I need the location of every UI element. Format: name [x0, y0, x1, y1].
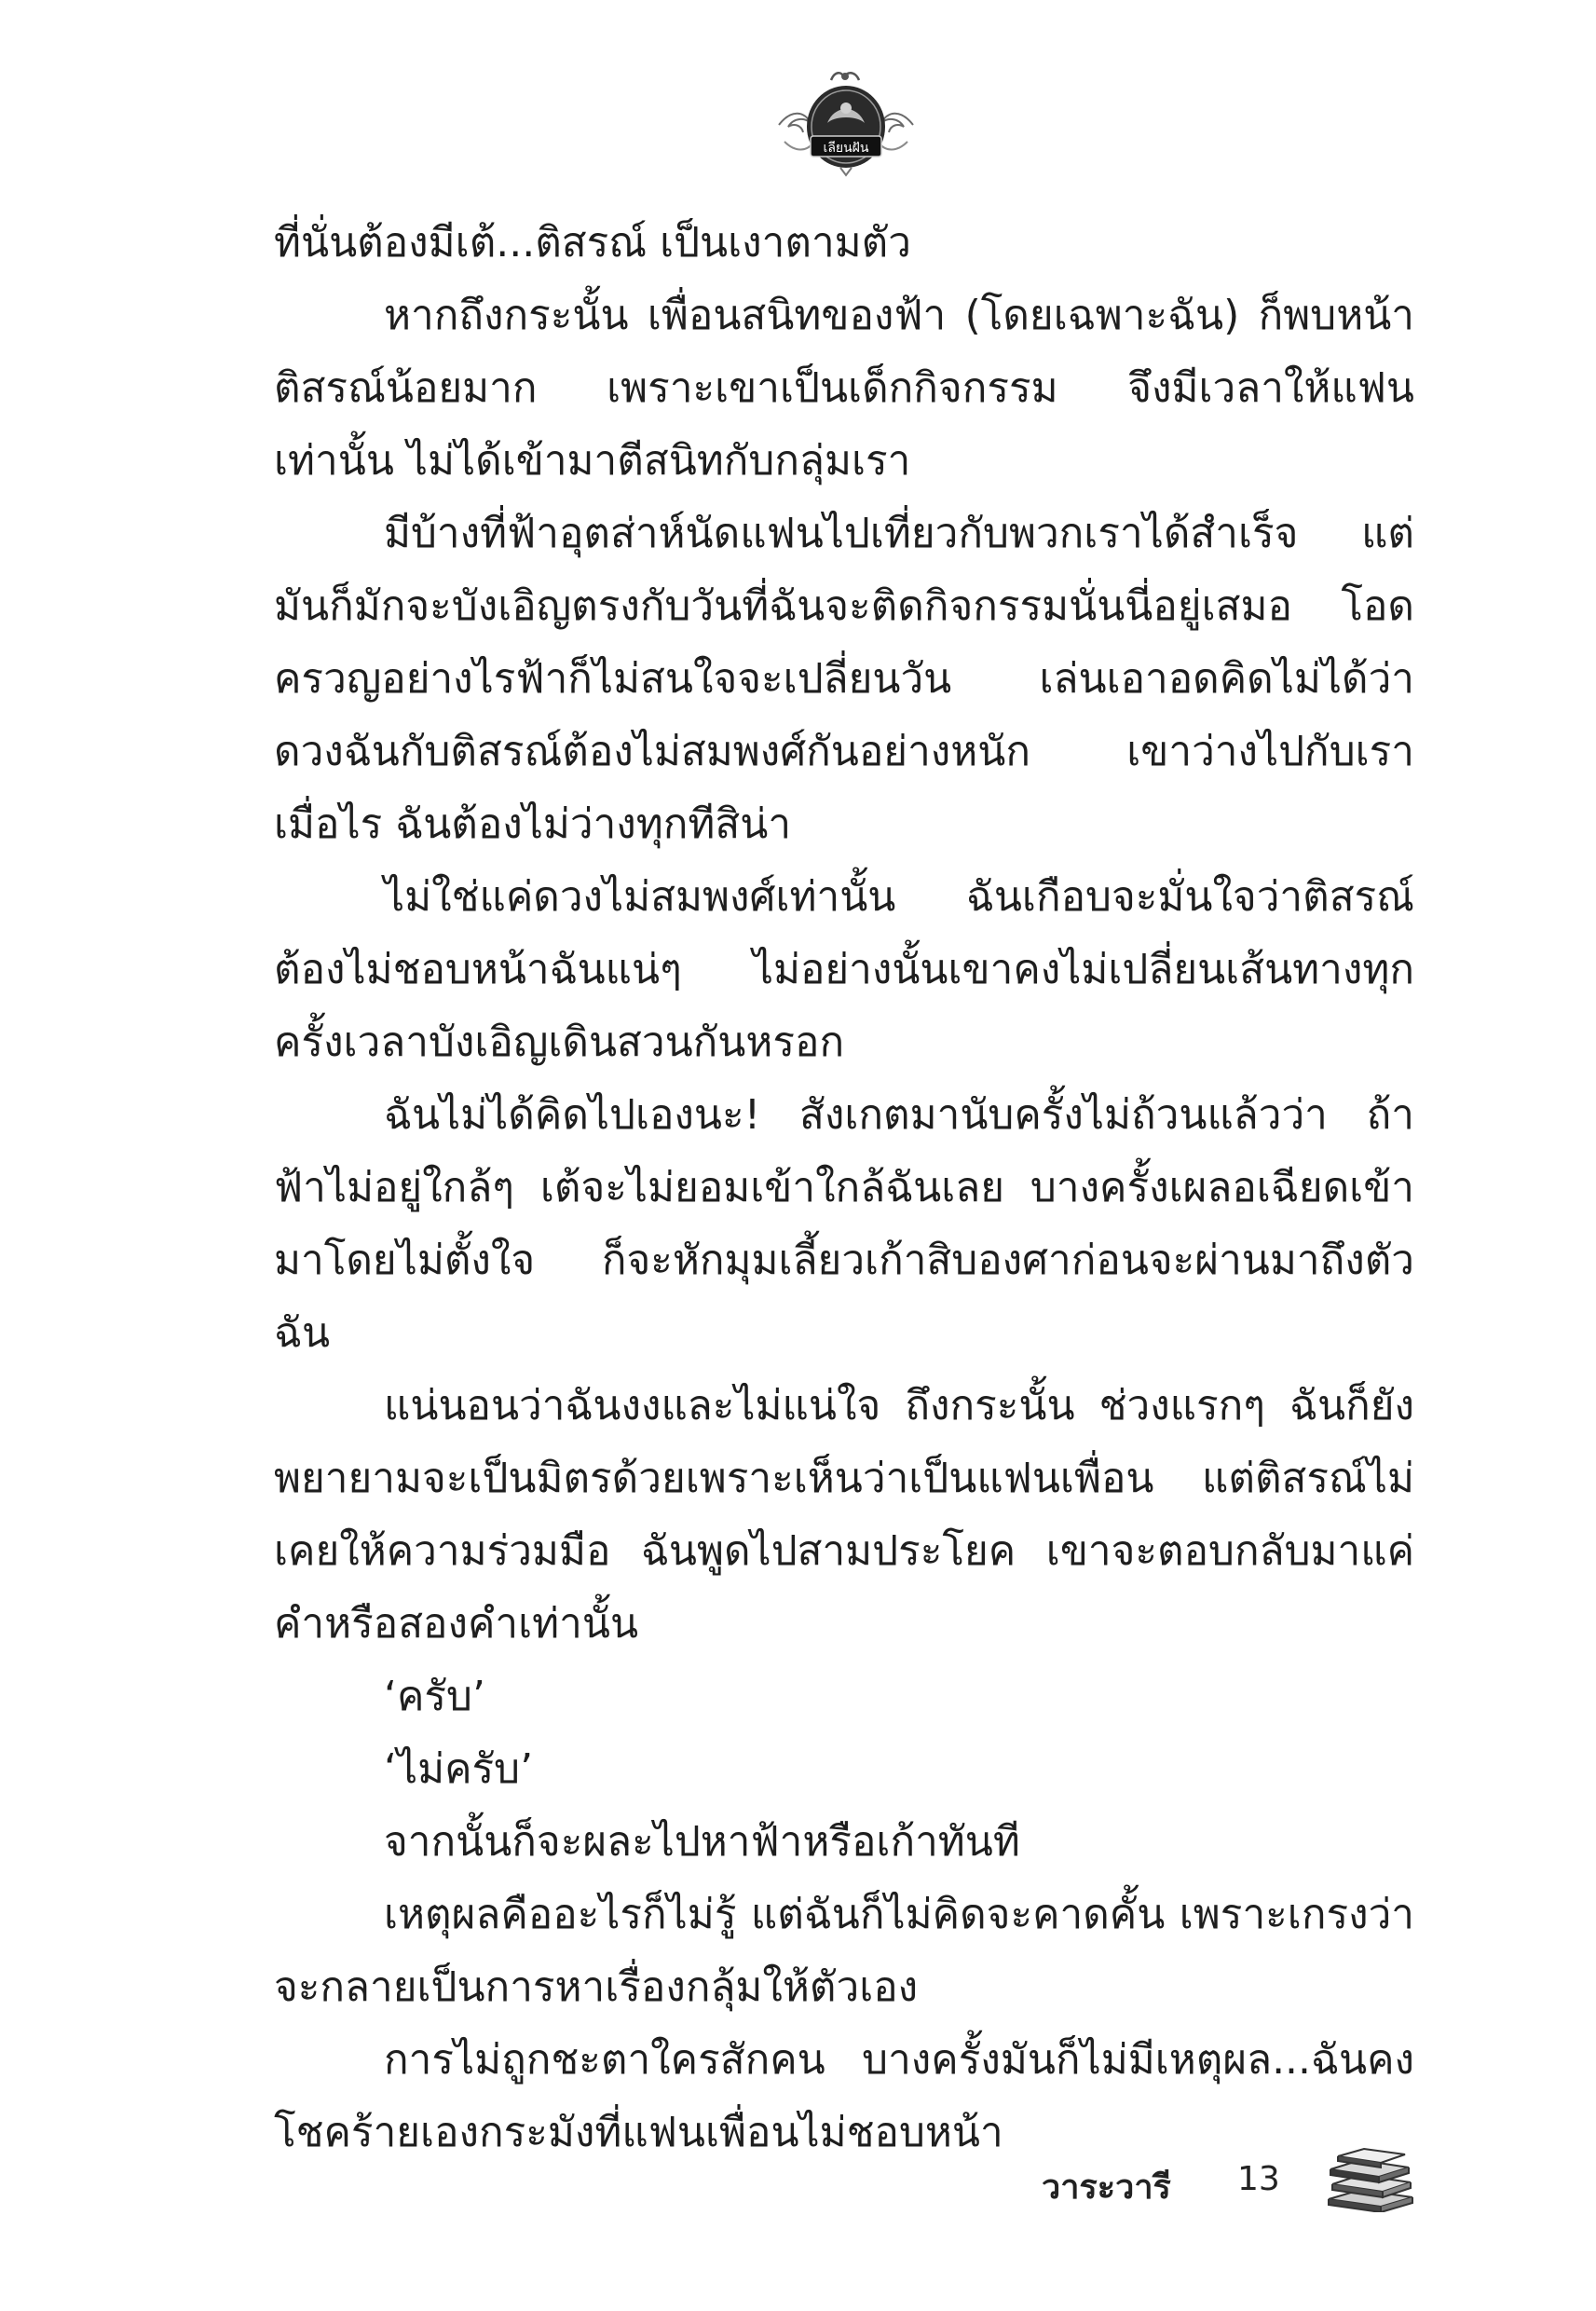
paragraph: มีบ้างที่ฟ้าอุตส่าห์นัดแฟนไปเที่ยวกับพวกเราได้สำเร็จ แต่มันก็มักจะบังเอิญตรงกับวันที่ฉันจะติดกิจกรรมนั่นนี่อยู่เสมอ โอดครวญอย่างไรฟ้าก็ไม่สนใจจะเปลี่ยนวัน เล่นเอาอดคิดไม่ได้ว่า ดวงฉันกับติสรณ์ต้องไม่สมพงศ์กันอย่างหนัก เขาว่างไปกับเราเมื่อไร ฉันต้องไม่ว่างทุกทีสิน่า	[274, 510, 1414, 848]
body-text	[274, 207, 1414, 2169]
paragraph: การไม่ถูกชะตาใครสักคน บางครั้งมันก็ไม่มีเหตุผล...ฉันคงโชคร้ายเองกระมังที่แฟนเพื่อนไม่ชอบหน้า	[274, 2036, 1414, 2156]
paragraph: ‘ไม่ครับ’	[384, 1745, 534, 1793]
stacked-books-icon	[1323, 2145, 1416, 2212]
book-title: วาระวารี	[1042, 2168, 1171, 2207]
page-number: 13	[1237, 2160, 1280, 2198]
paragraph: เหตุผลคืออะไรก็ไม่รู้ แต่ฉันก็ไม่คิดจะคาดคั้น เพราะเกรงว่าจะกลายเป็นการหาเรื่องกลุ้มให้ตัวเอง	[274, 1891, 1414, 2011]
paragraph: หากถึงกระนั้น เพื่อนสนิทของฟ้า (โดยเฉพาะฉัน) ก็พบหน้าติสรณ์น้อยมาก เพราะเขาเป็นเด็กกิจกรรม จึงมีเวลาให้แฟนเท่านั้น ไม่ได้เข้ามาตีสนิทกับกลุ่มเรา	[274, 292, 1414, 485]
paragraph: ฉันไม่ได้คิดไปเองนะ! สังเกตมานับครั้งไม่ถ้วนแล้วว่า ถ้าฟ้าไม่อยู่ใกล้ๆ เต้จะไม่ยอมเข้าใกล้ฉันเลย บางครั้งเผลอเฉียดเข้ามาโดยไม่ตั้งใจ ก็จะหักมุมเลี้ยวเก้าสิบองศาก่อนจะผ่านมาถึงตัวฉัน	[274, 1091, 1414, 1357]
paragraph: ไม่ใช่แค่ดวงไม่สมพงศ์เท่านั้น ฉันเกือบจะมั่นใจว่าติสรณ์ต้องไม่ชอบหน้าฉันแน่ๆ ไม่อย่างนั้นเขาคงไม่เปลี่ยนเส้นทางทุกครั้งเวลาบังเอิญเดินสวนกันหรอก	[274, 873, 1414, 1066]
page-footer	[1025, 2141, 1416, 2216]
logo-text: เลียนฝัน	[823, 141, 869, 156]
ornamental-emblem-icon	[773, 67, 919, 177]
paragraph: จากนั้นก็จะผละไปหาฟ้าหรือเก้าทันที	[384, 1818, 1020, 1866]
paragraph: แน่นอนว่าฉันงงและไม่แน่ใจ ถึงกระนั้น ช่วงแรกๆ ฉันก็ยังพยายามจะเป็นมิตรด้วยเพราะเห็นว่าเป็นแฟนเพื่อน แต่ติสรณ์ไม่เคยให้ความร่วมมือ ฉันพูดไปสามประโยค เขาจะตอบกลับมาแค่คำหรือสองคำเท่านั้น	[274, 1382, 1414, 1648]
paragraph: ที่นั่นต้องมีเต้...ติสรณ์ เป็นเงาตามตัว	[274, 219, 911, 267]
paragraph: ‘ครับ’	[384, 1673, 485, 1720]
